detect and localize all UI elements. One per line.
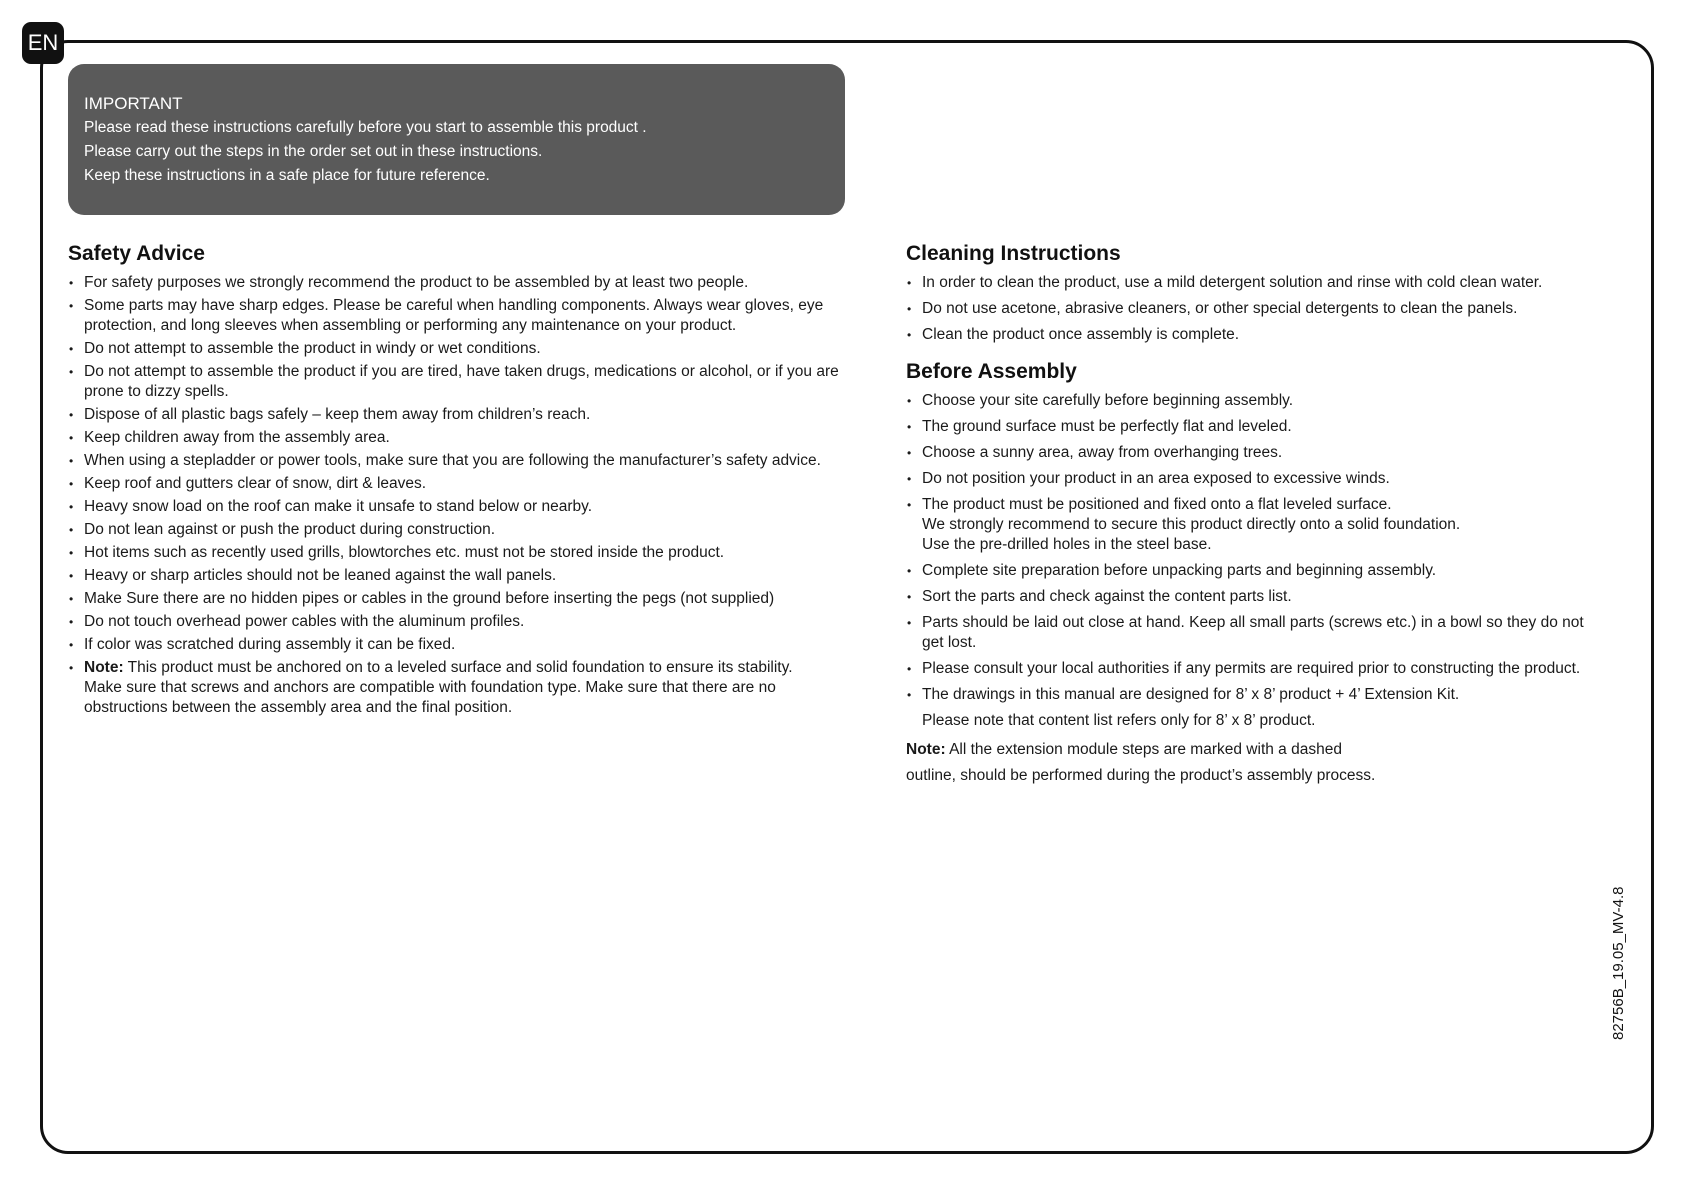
cleaning-instructions-list <box>906 273 1606 345</box>
list-item: • Do not lean against or push the product during construction. <box>68 520 858 540</box>
note-label: Note: <box>906 741 946 758</box>
list-item: • When using a stepladder or power tools, make sure that you are following the manufacturer’s safety advice. <box>68 451 858 471</box>
list-item: • Some parts may have sharp edges. Please be careful when handling components. Always wear gloves, eye protection, and long sleeves when assembling or performing any maintenance on your product. <box>68 296 858 336</box>
note-text: This product must be anchored on to a leveled surface and solid foundation to ensure its stability. <box>127 659 793 676</box>
note-label: Note: <box>84 659 124 676</box>
safety-advice-heading: Safety Advice <box>68 242 205 265</box>
list-item: • Choose a sunny area, away from overhanging trees. <box>906 443 1606 463</box>
list-item: • Heavy or sharp articles should not be leaned against the wall panels. <box>68 566 858 586</box>
list-item: • Choose your site carefully before beginning assembly. <box>906 391 1606 411</box>
list-item <box>906 495 1606 555</box>
list-item: • Do not position your product in an area exposed to excessive winds. <box>906 469 1606 489</box>
safety-note-item <box>68 658 858 718</box>
list-item: • Do not touch overhead power cables with the aluminum profiles. <box>68 612 858 632</box>
before-assembly-heading: Before Assembly <box>906 360 1077 383</box>
list-item: • Dispose of all plastic bags safely – keep them away from children’s reach. <box>68 405 858 425</box>
list-item: • Clean the product once assembly is complete. <box>906 325 1606 345</box>
note-text: All the extension module steps are marked with a dashed <box>949 741 1342 758</box>
right-column <box>906 241 1606 789</box>
list-item-extra: We strongly recommend to secure this product directly onto a solid foundation. <box>922 516 1461 533</box>
list-item: • If color was scratched during assembly it can be fixed. <box>68 635 858 655</box>
list-item: • Please consult your local authorities if any permits are required prior to constructing the product. <box>906 659 1606 679</box>
note-extra-text: Make sure that screws and anchors are compatible with foundation type. Make sure that there are no obstructions between the assembly area and the final position. <box>84 679 776 716</box>
safety-advice-section <box>68 241 858 721</box>
list-item-extra: Use the pre-drilled holes in the steel base. <box>922 536 1212 553</box>
list-item: • Keep children away from the assembly area. <box>68 428 858 448</box>
list-item: • Keep roof and gutters clear of snow, dirt & leaves. <box>68 474 858 494</box>
list-item: • Complete site preparation before unpacking parts and beginning assembly. <box>906 561 1606 581</box>
list-item: • Sort the parts and check against the content parts list. <box>906 587 1606 607</box>
list-item: • Make Sure there are no hidden pipes or cables in the ground before inserting the pegs (not supplied) <box>68 589 858 609</box>
safety-advice-list <box>68 273 858 718</box>
list-item: • In order to clean the product, use a mild detergent solution and rinse with cold clean water. <box>906 273 1606 293</box>
list-item: • Heavy snow load on the roof can make it unsafe to stand below or nearby. <box>68 497 858 517</box>
before-assembly-note <box>906 737 1606 789</box>
list-item: • The ground surface must be perfectly flat and leveled. <box>906 417 1606 437</box>
list-item-text: The drawings in this manual are designed for 8’ x 8’ product + 4’ Extension Kit. <box>922 686 1460 703</box>
list-item: • Do not use acetone, abrasive cleaners, or other special detergents to clean the panels. <box>906 299 1606 319</box>
note-text-line2: outline, should be performed during the product’s assembly process. <box>906 767 1376 784</box>
list-item <box>906 685 1606 731</box>
important-title: IMPORTANT <box>84 94 183 113</box>
important-line: Keep these instructions in a safe place for future reference. <box>84 167 490 184</box>
list-item: • For safety purposes we strongly recommend the product to be assembled by at least two people. <box>68 273 858 293</box>
list-item: • Parts should be laid out close at hand. Keep all small parts (screws etc.) in a bowl so they do not get lost. <box>906 613 1606 653</box>
language-badge: EN <box>22 22 64 64</box>
important-line: Please read these instructions carefully before you start to assemble this product . <box>84 119 647 136</box>
list-item-extra: Please note that content list refers only for 8’ x 8’ product. <box>922 712 1316 729</box>
important-line: Please carry out the steps in the order set out in these instructions. <box>84 143 543 160</box>
list-item: • Do not attempt to assemble the product if you are tired, have taken drugs, medications or alcohol, or if you are prone to dizzy spells. <box>68 362 858 402</box>
document-code: 82756B_19.05_MV-4.8 <box>1610 886 1627 1040</box>
cleaning-instructions-heading: Cleaning Instructions <box>906 242 1121 265</box>
list-item-text: The product must be positioned and fixed onto a flat leveled surface. <box>922 496 1392 513</box>
list-item: • Do not attempt to assemble the product in windy or wet conditions. <box>68 339 858 359</box>
important-notice <box>68 64 845 215</box>
list-item: • Hot items such as recently used grills, blowtorches etc. must not be stored inside the product. <box>68 543 858 563</box>
before-assembly-list <box>906 391 1606 731</box>
